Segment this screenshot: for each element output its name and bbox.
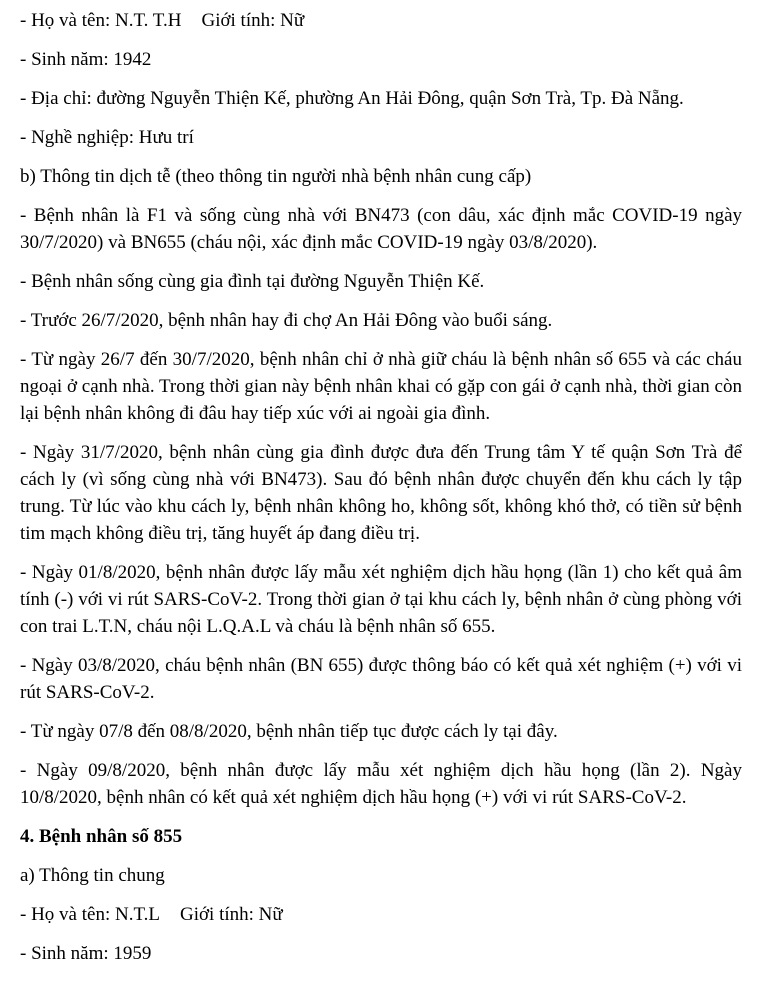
patient3-name-gender-extra: Giới tính: Nữ <box>201 10 305 31</box>
patient3-address: - Địa chỉ: đường Nguyễn Thiện Kế, phường An Hải Đông, quận Sơn Trà, Tp. Đà Nẵng. <box>20 88 684 109</box>
patient3-name-gender <box>20 7 742 34</box>
epi-item-residence: - Bệnh nhân sống cùng gia đình tại đường Nguyễn Thiện Kế. <box>20 271 485 292</box>
document-body <box>20 7 742 967</box>
patient4-name-gender-extra: Giới tính: Nữ <box>180 904 283 925</box>
patient3-name-gender-label: - Họ và tên: N.T. T.H <box>20 10 182 31</box>
patient4-name-gender <box>20 901 742 928</box>
epi-item-03-8: - Ngày 03/8/2020, cháu bệnh nhân (BN 655) được thông báo có kết quả xét nghiệm (+) với vi rút SARS-CoV-2. <box>20 655 742 703</box>
patient3-occupation: - Nghề nghiệp: Hưu trí <box>20 127 194 148</box>
epi-item-01-8: - Ngày 01/8/2020, bệnh nhân được lấy mẫu xét nghiệm dịch hầu họng (lần 1) cho kết quả âm tính (-) với vi rút SARS-CoV-2. Trong thời gian ở tại khu cách ly, bệnh nhân ở cùng phòng với con trai L.T.N, cháu nội L.Q.A.L và cháu là bệnh nhân số 655. <box>20 562 742 637</box>
epi-item-f1-contact: - Bệnh nhân là F1 và sống cùng nhà với BN473 (con dâu, xác định mắc COVID-19 ngày 30/7/2020) và BN655 (cháu nội, xác định mắc COVID-19 ngày 03/8/2020). <box>20 205 742 253</box>
patient4-section-heading: 4. Bệnh nhân số 855 <box>20 826 183 847</box>
patient4-birth-year: - Sinh năm: 1959 <box>20 943 152 964</box>
epi-item-31-7: - Ngày 31/7/2020, bệnh nhân cùng gia đình được đưa đến Trung tâm Y tế quận Sơn Trà để cách ly (vì sống cùng nhà với BN473). Sau đó bệnh nhân được chuyển đến khu cách ly tập trung. Từ lúc vào khu cách ly, bệnh nhân không ho, không sốt, không khó thở, có tiền sử bệnh tim mạch không điều trị, tăng huyết áp đang điều trị. <box>20 442 742 544</box>
epi-item-26-to-30-7: - Từ ngày 26/7 đến 30/7/2020, bệnh nhân chỉ ở nhà giữ cháu là bệnh nhân số 655 và các cháu ngoại ở cạnh nhà. Trong thời gian này bệnh nhân khai có gặp con gái ở cạnh nhà, thời gian còn lại bệnh nhân không đi đâu hay tiếp xúc với ai ngoài gia đình. <box>20 349 742 424</box>
patient3-birth-year: - Sinh năm: 1942 <box>20 49 152 70</box>
patient3-epi-section-label: b) Thông tin dịch tễ (theo thông tin người nhà bệnh nhân cung cấp) <box>20 166 532 187</box>
patient4-general-info-label: a) Thông tin chung <box>20 865 165 886</box>
epi-item-07-to-08-8: - Từ ngày 07/8 đến 08/8/2020, bệnh nhân tiếp tục được cách ly tại đây. <box>20 721 558 742</box>
epi-item-09-8: - Ngày 09/8/2020, bệnh nhân được lấy mẫu xét nghiệm dịch hầu họng (lần 2). Ngày 10/8/2020, bệnh nhân có kết quả xét nghiệm dịch hầu họng (+) với vi rút SARS-CoV-2. <box>20 760 742 808</box>
epi-item-market-habit: - Trước 26/7/2020, bệnh nhân hay đi chợ An Hải Đông vào buổi sáng. <box>20 310 553 331</box>
patient4-name-gender-label: - Họ và tên: N.T.L <box>20 904 160 925</box>
